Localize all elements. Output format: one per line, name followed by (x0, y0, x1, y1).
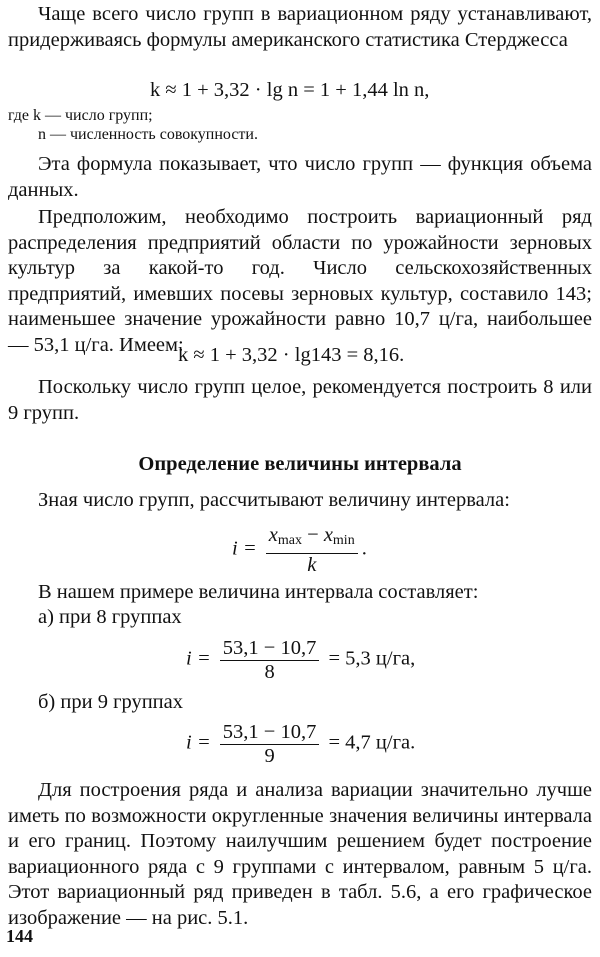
paragraph-recommendation: Поскольку число групп целое, рекомендуется построить 8 или 9 групп. (8, 376, 592, 424)
definition-n: n — численность совокупности. (38, 126, 258, 143)
fraction (220, 637, 320, 683)
formula-tail: . (361, 537, 367, 560)
fraction-numerator: 53,1 − 10,7 (220, 721, 320, 745)
formula-interval-general (232, 524, 367, 576)
formula-group-count: k ≈ 1 + 3,32 · lg143 = 8,16. (178, 344, 405, 366)
fraction (266, 524, 358, 576)
formula-interval-9 (186, 721, 415, 767)
fraction-denominator: 8 (264, 661, 275, 683)
definition-k: где k — число групп; (8, 107, 153, 124)
formula-lhs: i = (186, 647, 211, 670)
formula-sturges: k ≈ 1 + 3,32 · lg n = 1 + 1,44 ln n, (150, 79, 430, 101)
fraction-denominator: 9 (264, 745, 275, 767)
paragraph-example: Предположим, необходимо построить вариационный ряд распределения предприятий области по урожайности зерновых культур за какой-то год. Число сельскохозяйственных предприятий, имевших посевы зерновых культур, составило 143; наименьшее значение урожайности равно 10,7 ц/га, наибольшее — 53,1 ц/га. Имеем: (8, 206, 592, 356)
fraction-numerator: 53,1 − 10,7 (220, 637, 320, 661)
fraction-numerator: $x_{max} - x_{min}$ (266, 524, 358, 554)
formula-interval-8 (186, 637, 415, 683)
paragraph-formula-meaning: Эта формула показывает, что число групп — функция объема данных. (8, 153, 592, 201)
formula-result: = 5,3 ц/га, (328, 647, 416, 670)
formula-lhs: i = (232, 537, 257, 560)
paragraph-sturges-intro: Чаще всего число групп в вариационном ряду устанавливают, придерживаясь формулы американского статистика Стерджесса (8, 3, 592, 51)
fraction (220, 721, 320, 767)
fraction-denominator: k (307, 554, 317, 576)
paragraph-conclusion: Для построения ряда и анализа вариации значительно лучше иметь по возможности округленные значения величины интервала и его границ. Поэтому наилучшим решением будет построение вариационного ряда с 9 группами с интервалом, равным 5 ц/га. Этот вариационный ряд приведен в табл. 5.6, а его графическое изображение — на рис. 5.1. (8, 779, 592, 929)
case-b-label: б) при 9 группах (38, 691, 184, 713)
section-heading: Определение величины интервала (138, 453, 462, 475)
paragraph-example-value: В нашем примере величина интервала составляет: (38, 581, 479, 603)
paragraph-interval-intro: Зная число групп, рассчитывают величину интервала: (38, 489, 510, 511)
formula-result: = 4,7 ц/га. (328, 731, 416, 754)
case-a-label: а) при 8 группах (38, 606, 182, 628)
formula-lhs: i = (186, 731, 211, 754)
page-number: 144 (6, 926, 33, 946)
